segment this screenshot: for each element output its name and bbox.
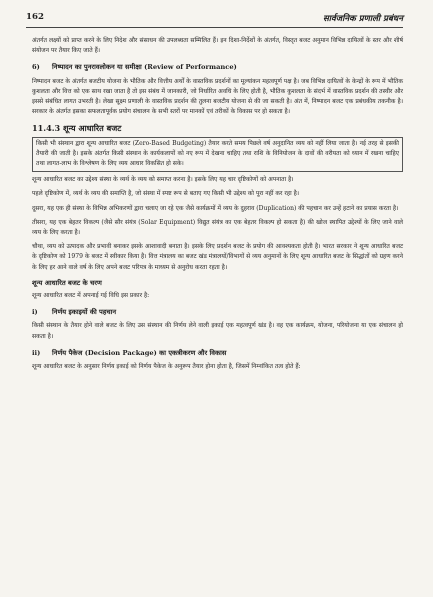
paragraph: अंतर्गत लक्ष्यों को प्राप्त करने के लिए निदेश और संसाधन की उपलब्धता सम्मिलित हैं। इन दिशा-निर्देशों के अंतर्गत, विस्तृत बजट अनुमान विभिन्न दायित्वों के स्तर और शीर्ष संयोजन पर तैयार किए जाते हैं।	[32, 37, 403, 55]
paragraph: शून्य आधारित बजट के अनुसार निर्णय इकाई को निर्णय पैकेज के अनुरूप तैयार होना होता है, जिसमें निम्नांकित तत्व होते हैं:	[32, 363, 301, 371]
step-heading	[32, 348, 403, 358]
header-rule	[26, 27, 403, 28]
subsection-heading	[32, 62, 403, 72]
heading-number: 6)	[32, 63, 40, 72]
paragraph: शून्य आधारित बजट में अपनाई गई विधि इस प्रकार है:	[32, 292, 150, 300]
boxed-paragraph: किसी भी संस्थान द्वारा शून्य आधारित बजट (Zero-Based Budgeting) तैयार करते समय पिछले वर्ष अनुदानित व्यय को नहीं लिया जाता है। नई तरह से इसकी तैयारी की जाती है। इसके अंतर्गत किसी संस्थान के कार्यकलापों को नए रूप में देखना चाहिए तथा राशि के विनियोजन के दावों की वरीयता को ध्यान में रखना चाहिए तथा लागत-लाभ के विश्लेषण के लिए व्यय आधार विकसित हो सके।	[32, 137, 403, 173]
heading-text: निर्णय इकाइयों की पहचान	[52, 308, 117, 317]
paragraph: चौथा, व्यय को उत्पादक और प्रभावी बनाकर इसके आशावादी बनाता है। इसके लिए प्रदर्शन बजट के प्रयोग की आवश्यकता होती है। भारत सरकार ने शून्य आधारित बजट के दृष्टिकोण को 1979 के बजट में स्वीकार किया है। वित्त मंत्रालय का बजट खंड मंत्रालयों/विभागों से व्यय अनुमानों के लिए शून्य आधारित बजट के सिद्धांतों को ग्रहण करने के लिए हर आने वाले वर्ष के लिए अपने बजट परिपत्र के माध्यम से अनुरोध करता रहता है।	[32, 243, 403, 271]
paragraph: पहले दृष्टिकोण में, व्यर्थ के व्यय की समाप्ति है, जो संस्था में स्पष्ट रूप से बताए गए किसी भी उद्देश्य को पूरा नहीं कर रहा है।	[32, 190, 300, 198]
paragraph: शून्य आधारित बजट का उद्देश्य संस्था के व्यर्थ के व्यय को समाप्त करना है। इसके लिए यह चार दृष्टिकोणों को अपनाता है।	[32, 176, 294, 184]
step-heading	[32, 307, 403, 317]
subheading: शून्य आधारित बजट के चरण	[32, 278, 102, 287]
section-title: 11.4.3 शून्य आधारित बजट	[32, 123, 122, 134]
heading-number: ii)	[32, 348, 41, 357]
heading-number: i)	[32, 308, 38, 317]
heading-text: निष्पादन का पुनरावलोकन या समीक्षा (Review of Performance)	[52, 63, 237, 72]
paragraph: तीसरा, यह एक बेहतर विकल्प (जैसे सौर संयंत्र (Solar Equipment) विद्युत संयंत्र का एक बेहतर विकल्प हो सकता है) की खोज स्थापित उद्देश्यों के लिए जाने वाले व्यय के लिए करता है।	[32, 218, 403, 237]
paragraph: दूसरा, यह एक ही संस्था के विभिन्न अभिकरणों द्वारा चलाए जा रहे एक जैसे कार्यक्रमों में व्यय के दुहराव (Duplication) की पहचान कर उन्हें हटाने का प्रयास करता है।	[32, 204, 399, 212]
running-title: सार्वजनिक प्रणाली प्रबंधन	[322, 14, 403, 24]
page-header	[26, 12, 403, 26]
page-number: 162	[26, 12, 44, 22]
paragraph: निष्पादन बजट के अंतर्गत बजटीय योजना के भौतिक और वित्तीय अर्थों के वास्तविक प्रदर्शनों का मूल्यांकन महत्वपूर्ण पक्ष है। जब विभिन्न दायित्वों के केन्द्रों के रूप में भौतिक कुशलता और वित्त को एक साथ रखा जाता है तो इस संबंध में जानकारी, जो निर्धारित अवधि के लिए होती है, भौतिक कुशलता के संदर्भ में वास्तविक प्रदर्शन की तस्वीर और इससे संबंधित लागत उभरती है। लेखा सूक्ष्म प्रणाली के वास्तविक प्रदर्शन की तुलना बजटीय योजना से की जा सकती है। अंत में, निष्पादन बजट एक प्रबंधकीय तकनीक है। सरकार के अंतर्गत इसका सफलतापूर्वक प्रयोग संचालन के सभी स्तरों पर मानकों एवं तरीकों के विकास पर हो सकता है।	[32, 77, 403, 116]
paragraph: किसी संस्थान के तैयार होने वाले बजट के लिए उस संस्थान की निर्णय लेने वाली इकाई एक महत्वपूर्ण खंड है। वह एक कार्यक्रम, योजना, परियोजना या एक संचालन हो सकता है।	[32, 322, 403, 340]
page-body	[32, 36, 403, 375]
heading-text: निर्णय पैकेज (Decision Package) का एकत्रीकरण और विकास	[52, 348, 227, 357]
